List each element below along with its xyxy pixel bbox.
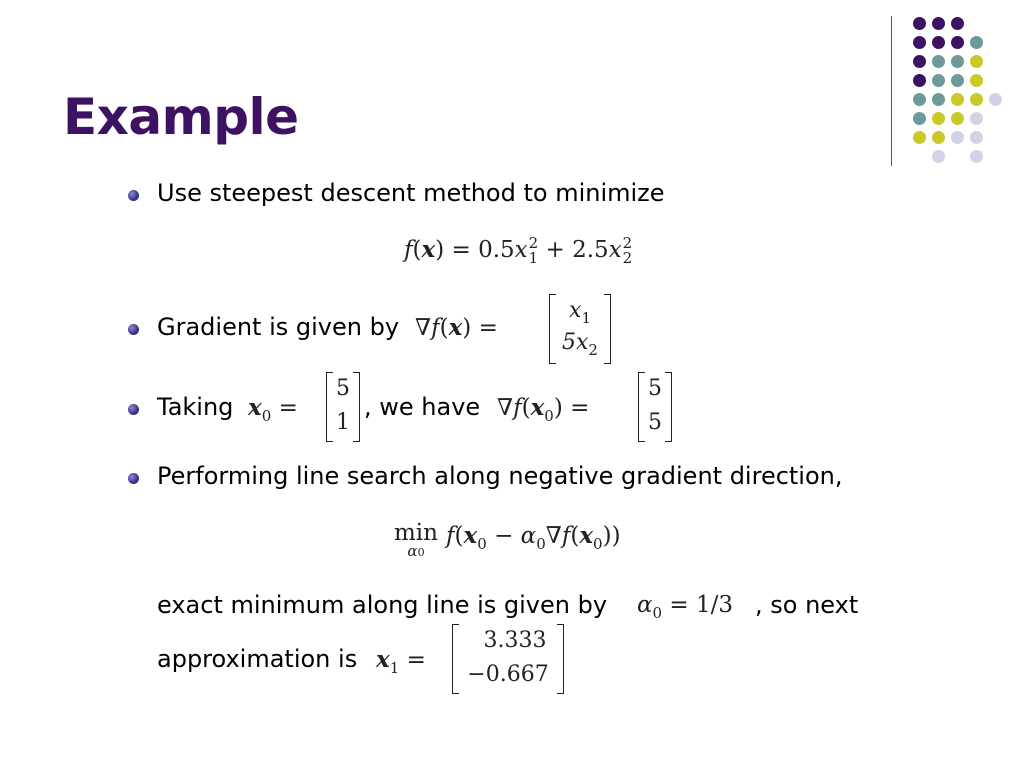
decor-dot (970, 36, 983, 49)
objective-equation: f(x) = 0.5x2 1 + 2.5x2 2 (404, 234, 633, 267)
bullet-4-text: Performing line search along negative gradient direction, (157, 462, 843, 490)
decor-dot (951, 17, 964, 30)
decor-dot (932, 131, 945, 144)
decor-dot (970, 55, 983, 68)
gradient-expression: ∇f(x) = (415, 314, 498, 341)
alpha-value-expression: $\alpha_0 = 1/3$ (637, 592, 734, 622)
bullet-3-text-b: , we have (364, 393, 481, 421)
x1-expression: $x_1$ = (376, 646, 426, 677)
decor-dot (970, 112, 983, 125)
decor-dot (951, 36, 964, 49)
decor-dot (989, 93, 1002, 106)
bullet-icon (128, 324, 139, 335)
decor-dot (932, 112, 945, 125)
bullet-1-text: Use steepest descent method to minimize (157, 179, 665, 207)
bullet-2-text: Gradient is given by (157, 313, 400, 341)
continuation-line-2: approximation is (157, 645, 358, 673)
decor-dot (913, 55, 926, 68)
decor-dot (913, 74, 926, 87)
decor-dot (970, 74, 983, 87)
decor-dot (932, 17, 945, 30)
bullet-icon (128, 473, 139, 484)
decor-dot (932, 74, 945, 87)
decor-dot (970, 93, 983, 106)
decor-dot (951, 55, 964, 68)
x0-matrix: 5 1 (326, 372, 360, 442)
decor-dot (913, 17, 926, 30)
decor-dot (932, 36, 945, 49)
continuation-line-1-a: exact minimum along line is given by (157, 591, 608, 619)
decor-dot (913, 131, 926, 144)
header-divider (891, 16, 892, 166)
bullet-icon (128, 404, 139, 415)
decor-dot (913, 36, 926, 49)
bullet-3-text-a: Taking (157, 393, 234, 421)
decor-dot (932, 150, 945, 163)
decor-dot (951, 93, 964, 106)
slide-title: Example (63, 88, 299, 146)
continuation-line-1-b: , so next (755, 591, 859, 619)
x0-expression: $x_0$ = (248, 394, 298, 425)
x1-matrix: 3.333 −0.667 (452, 624, 564, 694)
gradient-matrix: $x_1$ $5x_2$ (549, 294, 611, 364)
decor-dot (970, 131, 983, 144)
decor-dot (951, 74, 964, 87)
decor-dot (932, 93, 945, 106)
decor-dot (932, 55, 945, 68)
decor-dot (913, 93, 926, 106)
gradient-at-x0-matrix: 5 5 (638, 372, 672, 442)
decor-dot (970, 150, 983, 163)
linesearch-min: min α0 (394, 520, 438, 560)
decor-dot (951, 131, 964, 144)
gradient-at-x0-expression: $\nabla f(x_0)$ = (497, 394, 590, 425)
decor-dot (951, 112, 964, 125)
decor-dot (913, 112, 926, 125)
bullet-icon (128, 190, 139, 201)
linesearch-expression: $f(x_0 - \alpha_0\nabla f(x_0))$ (446, 522, 621, 553)
